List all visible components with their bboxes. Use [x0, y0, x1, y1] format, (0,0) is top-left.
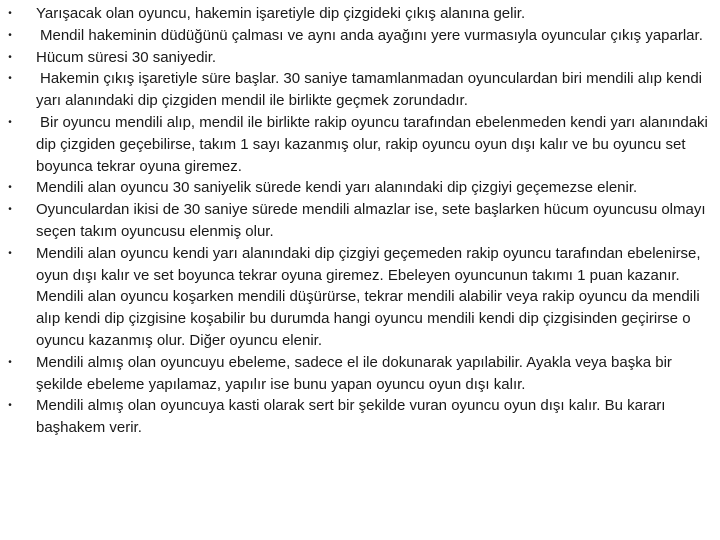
list-item [0, 47, 720, 69]
rule-text: Bir oyuncu mendili alıp, mendil ile birlikte rakip oyuncu tarafından ebelenmeden kendi yarı alanındaki dip çizgiden geçebilirse, takım 1 sayı kazanmış olur, rakip oyuncu oyun dışı kalır ve bu oyuncu set boyunca tekrar oyuna giremez. [36, 113, 708, 175]
list-item [0, 395, 720, 439]
bullet-icon: • [8, 182, 12, 194]
rule-text: Mendili almış olan oyuncuyu ebeleme, sadece el ile dokunarak yapılabilir. Ayakla veya başka bir şekilde ebeleme yapılamaz, yapılır ise bunu yapan oyuncu oyun dışı kalır. [36, 353, 672, 393]
rule-text: Hakemin çıkış işaretiyle süre başlar. 30 saniye tamamlanmadan oyunculardan biri mendili alıp kendi yarı alanındaki dip çizgiden mendil ile birlikte geçmek zorundadır. [36, 70, 702, 110]
bullet-icon: • [8, 29, 12, 41]
bullet-icon: • [8, 247, 12, 259]
list-item [0, 112, 720, 177]
bullet-icon: • [8, 73, 12, 85]
rule-text: Mendil hakeminin düdüğünü çalması ve aynı anda ayağını yere vurmasıyla oyuncular çıkış yaparlar. [40, 26, 703, 44]
bullet-icon: • [8, 356, 12, 368]
rule-text: Mendili alan oyuncu 30 saniyelik sürede kendi yarı alanındaki dip çizgiyi geçemezse elenir. [36, 179, 638, 197]
bullet-icon: • [8, 116, 12, 128]
rule-text: Yarışacak olan oyuncu, hakemin işaretiyle dip çizgideki çıkış alanına gelir. [36, 5, 526, 22]
bullet-icon: • [8, 204, 12, 216]
list-item [0, 352, 720, 396]
rule-text: Mendili almış olan oyuncuya kasti olarak sert bir şekilde vuran oyuncu oyun dışı kalır. Bu kararı başhakem verir. [36, 397, 666, 437]
list-item [0, 68, 720, 112]
bullet-icon: • [8, 51, 12, 63]
list-item [0, 243, 720, 352]
rule-text: Mendili alan oyuncu kendi yarı alanındaki dip çizgiyi geçemeden rakip oyuncu tarafından ebelenirse, oyun dışı kalır ve set boyunca tekrar oyuna giremez. Ebeleyen oyuncunun takımı 1 puan kazanır. Mendili alan oyuncu koşarken mendili düşürürse, tekrar mendili alabilir veya rakip oyuncu da mendili alıp kendi dip çizgisine koşabilir bu durumda hangi oyuncu mendili kendi dip çizgisinden geçirirse o oyuncu kazanmış olur. Diğer oyuncu elenir. [36, 244, 701, 349]
list-item [0, 3, 720, 25]
bullet-icon: • [8, 400, 12, 412]
rule-text: Hücum süresi 30 saniyedir. [36, 48, 217, 66]
list-item [0, 177, 720, 199]
rule-text: Oyunculardan ikisi de 30 saniye sürede mendili almazlar ise, sete başlarken hücum oyuncusu olmayı seçen takım oyuncusu elenmiş olur. [36, 201, 706, 240]
bullet-icon: • [8, 8, 12, 19]
list-item [0, 25, 720, 47]
rules-list [0, 3, 720, 439]
list-item [0, 199, 720, 243]
